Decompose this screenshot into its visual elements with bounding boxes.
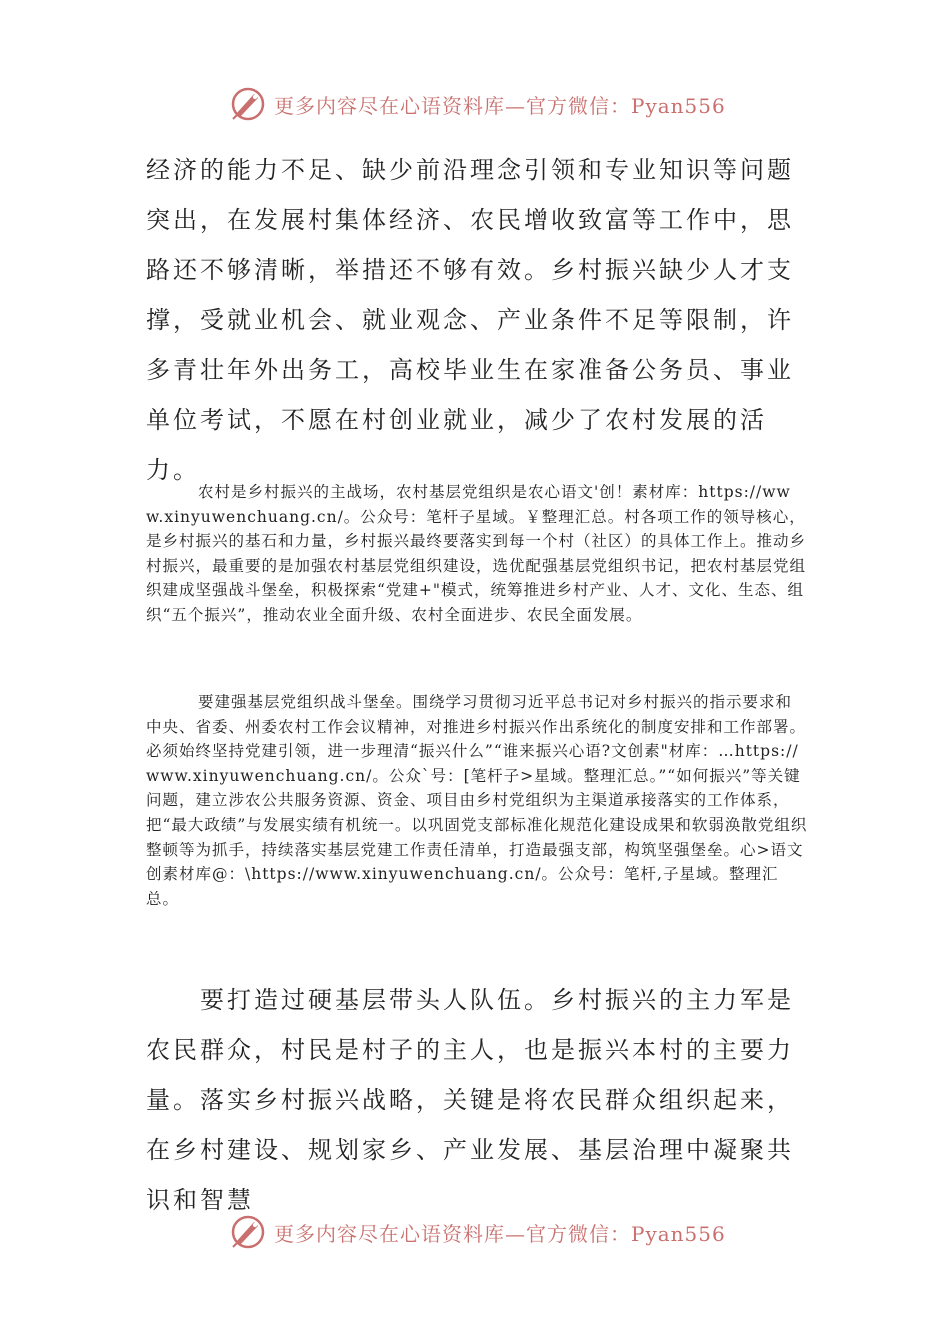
- pen-nib-circle-icon: [228, 84, 268, 124]
- paragraph-text: 经济的能力不足、缺少前沿理念引领和专业知识等问题突出，在发展村集体经济、农民增收致富等工作中，思路还不够清晰，举措还不够有效。乡村振兴缺少人才支撑，受就业机会、就业观念、产业条件不足等限制，许多青壮年外出务工，高校毕业生在家准备公务员、事业单位考试，不愿在村创业就业，减少了农村发展的活力。: [146, 156, 794, 484]
- embedded-paragraph-1: [146, 480, 808, 628]
- pen-nib-circle-icon: [228, 1212, 268, 1252]
- paragraph-text: 要打造过硬基层带头人队伍。乡村振兴的主力军是农民群众，村民是村子的主人，也是振兴本村的主要力量。落实乡村振兴战略，关键是将农民群众组织起来，在乡村建设、规划家乡、产业发展、基层治理中凝聚共识和智慧: [146, 986, 794, 1214]
- paragraph-text: 要建强基层党组织战斗堡垒。围绕学习贯彻习近平总书记对乡村振兴的指示要求和中央、省委、州委农村工作会议精神，对推进乡村振兴作出系统化的制度安排和工作部署。必须始终坚持党建引领，进一步理清“振兴什么”“谁来振兴心语?文创素"材库：…https://www.xinyuwenchuang.cn/。公众`号：[笔杆子>星域。整理汇总。”“如何振兴”等关键问题，建立涉农公共服务资源、资金、项目由乡村党组织为主渠道承接落实的工作体系，把“最大政绩”与发展实绩有机统一。以巩固党支部标准化规范化建设成果和软弱涣散党组织整顿等为抓手，持续落实基层党建工作责任清单，打造最强支部，构筑坚强堡垒。心>语文创素材库@：\https://www.xinyuwenchuang.cn/。公众号：笔杆,子星域。整理汇总。: [146, 693, 808, 908]
- footer-banner: [228, 1210, 748, 1254]
- banner-text: 更多内容尽在心语资料库—官方微信：Pyan556: [274, 93, 726, 118]
- body-paragraph-leaders: [146, 975, 808, 1225]
- body-paragraph-continuation: [146, 145, 808, 495]
- paragraph-text: 农村是乡村振兴的主战场，农村基层党组织是农心语文'创！素材库：https://www.xinyuwenchuang.cn/。公众号：笔杆子星域。￥整理汇总。村各项工作的领导核心，是乡村振兴的基石和力量，乡村振兴最终要落实到每一个村（社区）的具体工作上。推动乡村振兴，最重要的是加强农村基层党组织建设，选优配强基层党组织书记，把农村基层党组织建成坚强战斗堡垒，积极探索“党建+"模式，统筹推进乡村产业、人才、文化、生态、组织“五个振兴”，推动农业全面升级、农村全面进步、农民全面发展。: [146, 483, 807, 624]
- embedded-paragraph-2: [146, 690, 808, 911]
- banner-text: 更多内容尽在心语资料库—官方微信：Pyan556: [274, 1221, 726, 1246]
- header-banner: [228, 82, 748, 126]
